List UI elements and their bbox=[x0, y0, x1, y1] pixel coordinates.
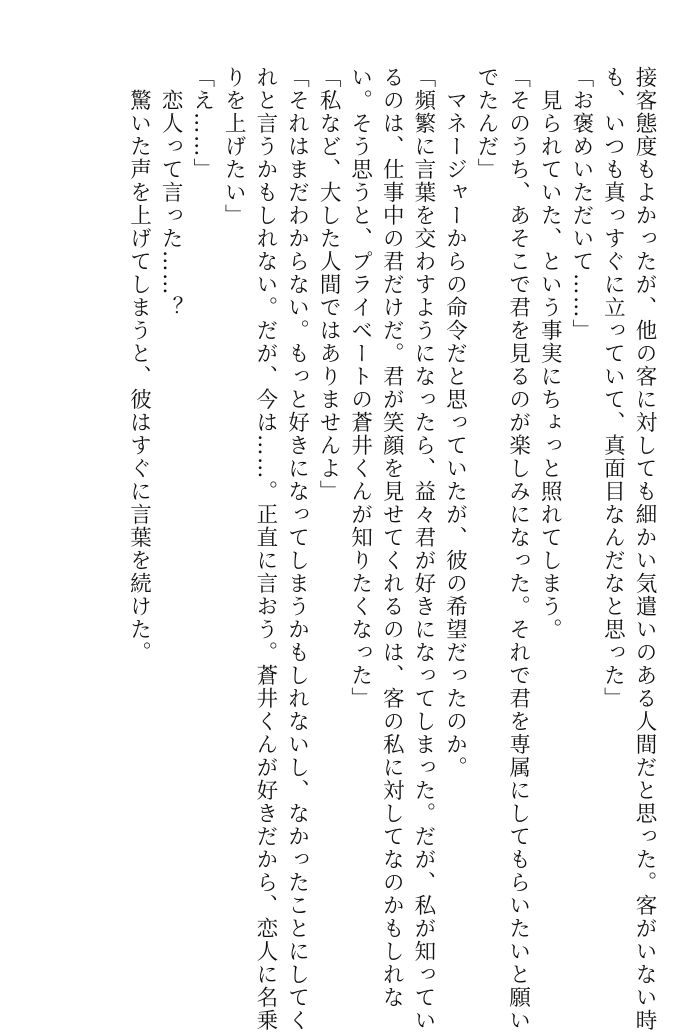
text-line: れと言うかもしれない。だが、今は……。正直に言おう。蒼井くんが好きだから、恋人に名乗 bbox=[252, 66, 278, 1032]
text-line: るのは、仕事中の君だけだ。君が笑顔を見せてくれるのは、客の私に対してなのかもしれな bbox=[379, 66, 405, 1009]
text-line: マネージャーからの命令だと思っていたが、彼の希望だったのか。 bbox=[442, 66, 468, 779]
text-line: 「私など、大した人間ではありませんよ」 bbox=[316, 66, 342, 503]
text-line: い。そう思うと、プライベートの蒼井くんが知りたくなった」 bbox=[347, 66, 373, 710]
text-line: 恋人って言った……？ bbox=[158, 66, 184, 319]
text-line: 「頻繁に言葉を交わすようになったら、益々君が好きになってしまった。だが、私が知ってい bbox=[410, 66, 436, 1032]
vertical-text-body bbox=[123, 66, 660, 1032]
text-line: でたんだ」 bbox=[474, 66, 500, 181]
text-line: 接客態度もよかったが、他の客に対しても細かい気遣いのある人間だと思った。客がいない時 bbox=[632, 66, 657, 1032]
text-line: 「お褒めいただいて……」 bbox=[568, 66, 594, 342]
text-line: 「そのうち、あそこで君を見るのが楽しみになった。それで君を専属にしてもらいたいと願い bbox=[505, 66, 531, 1032]
text-line: 「え……」 bbox=[189, 66, 215, 181]
text-line: 「それはまだわからない。もっと好きになってしまうかもしれないし、なかったことにしてく bbox=[284, 66, 310, 1032]
text-line: りを上げたい」 bbox=[221, 66, 247, 227]
text-line: 驚いた声を上げてしまうと、彼はすぐに言葉を続けた。 bbox=[126, 66, 152, 664]
text-line: も、いつも真っすぐに立っていて、真面目なんだなと思った」 bbox=[600, 66, 626, 710]
text-line: 見られていた、という事実にちょっと照れてしまう。 bbox=[537, 66, 563, 641]
